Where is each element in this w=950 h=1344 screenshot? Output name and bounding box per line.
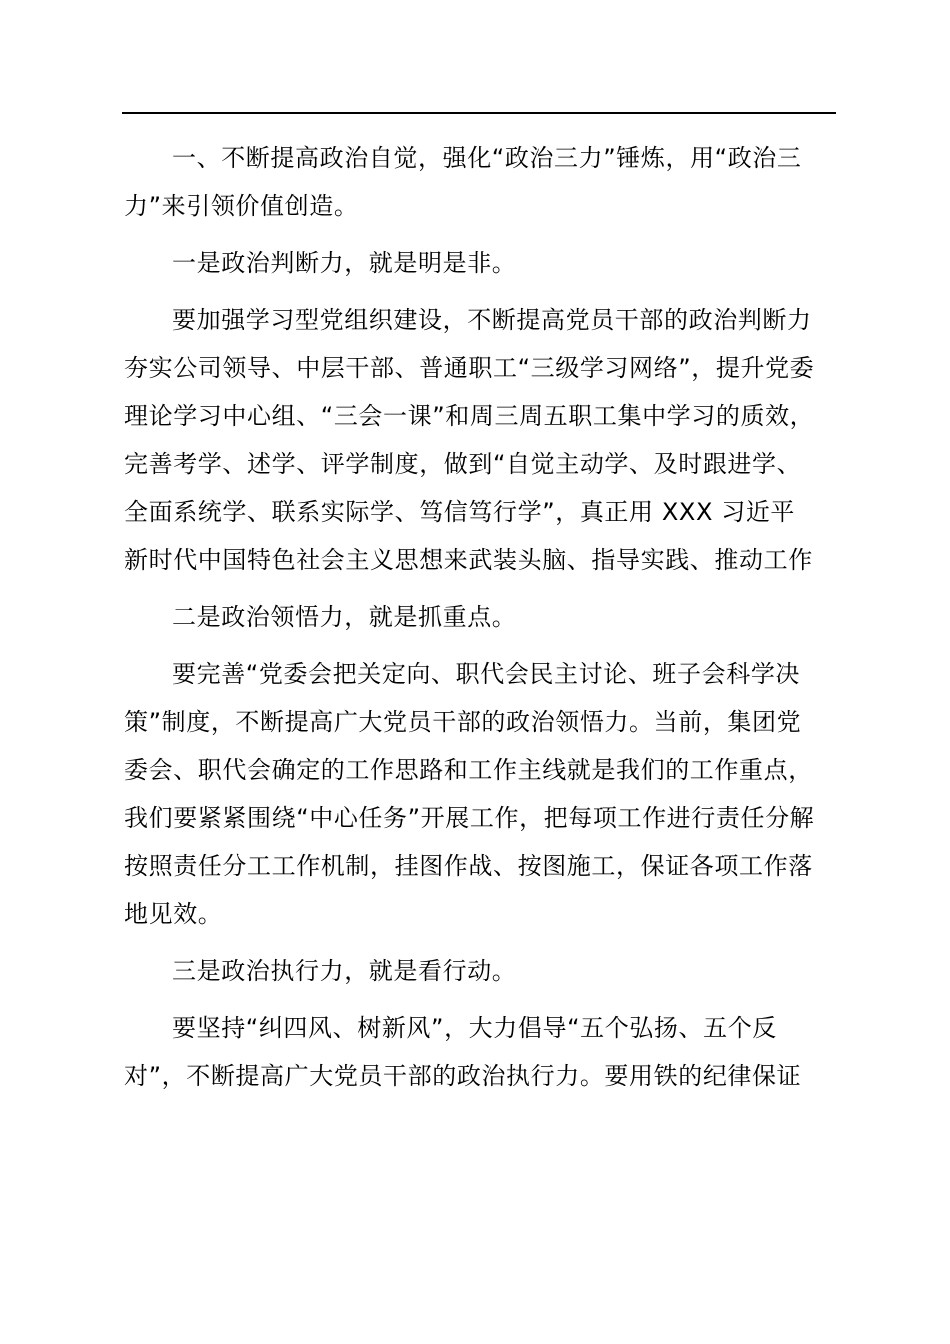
document-body: [124, 134, 836, 1109]
text-line: 理论学习中心组、“三会一课”和周三周五职工集中学习的质效，: [124, 402, 815, 430]
text-line: 我们要紧紧围绕“中心任务”开展工作，把每项工作进行责任分解: [124, 804, 815, 832]
text-line: 夯实公司领导、中层干部、普通职工“三级学习网络”，提升党委: [124, 354, 815, 382]
text-line: 要坚持“纠四风、树新风”，大力倡导“五个弘扬、五个反: [172, 1014, 777, 1042]
text-line: 新时代中国特色社会主义思想来武装头脑、指导实践、推动工作: [124, 546, 813, 574]
paragraph-body-3: [124, 1004, 836, 1100]
paragraph-subheading-1: [124, 239, 836, 287]
text-line: 对”，不断提高广大党员干部的政治执行力。要用铁的纪律保证: [124, 1062, 802, 1090]
paragraph-body-2: [124, 650, 836, 938]
paragraph-heading-1: [124, 134, 836, 230]
text-line: 委会、职代会确定的工作思路和工作主线就是我们的工作重点，: [124, 756, 813, 784]
paragraph-subheading-3: [124, 947, 836, 995]
text-line: 一、不断提高政治自觉，强化“政治三力”锤炼，用“政治三: [172, 144, 802, 172]
paragraph-subheading-2: [124, 593, 836, 641]
text-line: 全面系统学、联系实际学、笃信笃行学”，真正用 XXX 习近平: [124, 498, 796, 526]
text-line: 要加强学习型党组织建设，不断提高党员干部的政治判断力: [172, 306, 812, 334]
text-line: 按照责任分工工作机制，挂图作战、按图施工，保证各项工作落: [124, 852, 813, 880]
text-line: 力”来引领价值创造。: [124, 192, 359, 220]
text-line: 地见效。: [124, 900, 223, 928]
text-line: 一是政治判断力，就是明是非。: [172, 249, 517, 277]
text-line: 二是政治领悟力，就是抓重点。: [172, 603, 517, 631]
text-line: 要完善“党委会把关定向、职代会民主讨论、班子会科学决: [172, 660, 801, 688]
text-line: 三是政治执行力，就是看行动。: [172, 957, 517, 985]
text-line: 策”制度，不断提高广大党员干部的政治领悟力。当前，集团党: [124, 708, 802, 736]
paragraph-body-1: [124, 296, 836, 584]
header-divider: [122, 112, 836, 114]
text-line: 完善考学、述学、评学制度，做到“自觉主动学、及时跟进学、: [124, 450, 802, 478]
